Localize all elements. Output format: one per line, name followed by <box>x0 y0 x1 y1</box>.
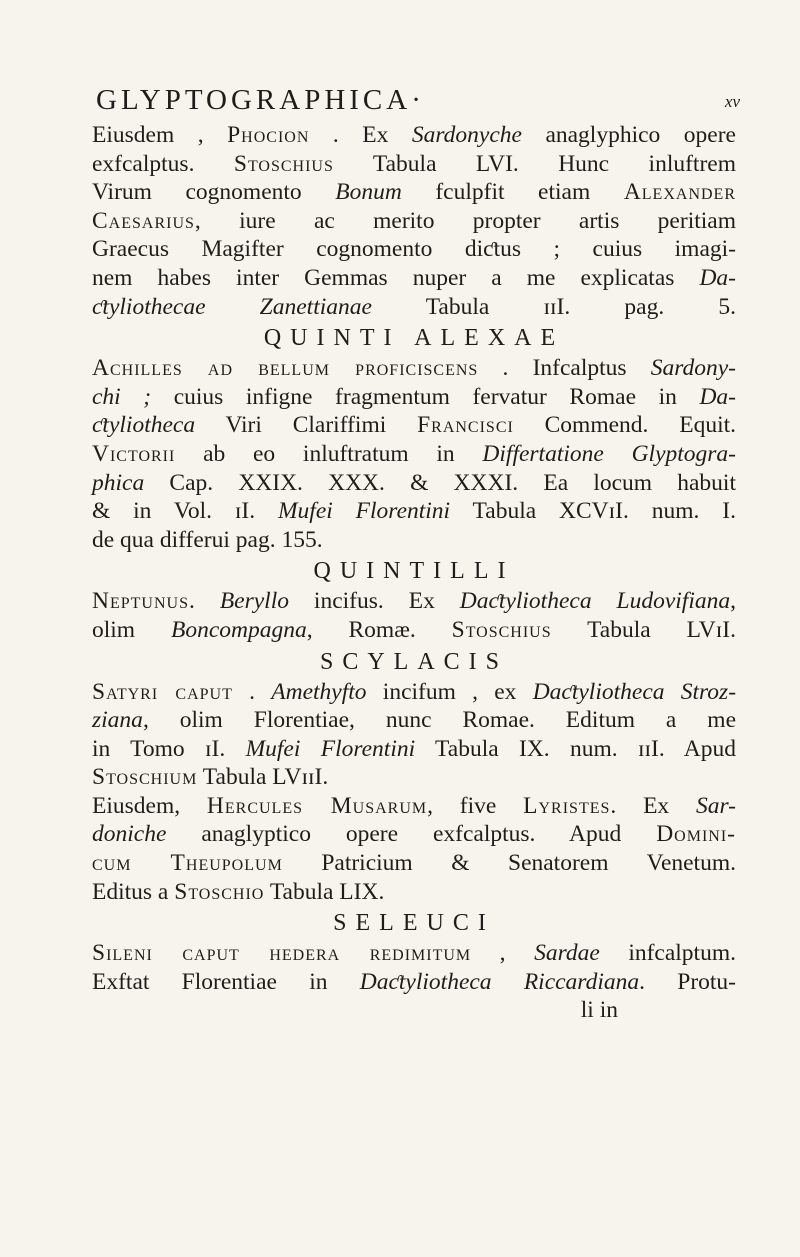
small-caps-run: Stoschium <box>92 764 198 791</box>
text-line <box>92 939 736 968</box>
body-text <box>92 121 736 1025</box>
text-run: . Ex <box>309 122 412 148</box>
small-caps-run: Sileni caput hedera redimitum <box>92 940 472 967</box>
page-number: xv <box>724 92 740 111</box>
text-run: de qua differui pag. 155. <box>92 526 323 553</box>
text-line <box>92 121 736 150</box>
italic-run: Sardonyche <box>411 122 522 148</box>
small-caps-run: cum Theupolum <box>92 850 283 877</box>
text-line <box>92 293 736 322</box>
small-caps-run: Domini- <box>656 821 736 848</box>
text-run: fculpfit etiam <box>401 179 624 206</box>
text-run: Editus a <box>92 878 175 905</box>
text-line <box>92 354 736 383</box>
italic-run: Daƈtyliotheca Stroz- <box>532 678 737 705</box>
small-caps-run: Stoschius <box>233 150 334 177</box>
text-line <box>92 497 736 526</box>
text-line <box>92 878 736 907</box>
small-caps-run: Alexander <box>623 179 736 206</box>
text-run: anaglyptico opere exfcalptus. Apud <box>166 821 657 848</box>
text-run: , iure ac merito propter artis peritiam <box>194 207 736 234</box>
italic-run: chi ; <box>92 383 152 410</box>
small-caps-run: Victorii <box>92 440 176 467</box>
text-run: Graecus Magifter cognomento diƈtus ; cuius imagi- <box>92 236 736 263</box>
text-line <box>92 150 736 179</box>
text-run: . <box>188 588 220 615</box>
text-run: . <box>232 678 272 705</box>
text-run: Patricium & Senatorem Venetum. <box>282 850 736 877</box>
text-line <box>92 616 736 645</box>
text-run: anaglyphico opere <box>521 122 736 148</box>
small-caps-run: Phocion <box>227 122 310 148</box>
text-run: Tabula LVɪI. <box>551 616 736 643</box>
small-caps-run: Hercules Musarum <box>206 792 428 819</box>
text-run: . Infcalptus <box>478 355 651 382</box>
text-line <box>92 678 736 707</box>
text-line <box>92 792 736 821</box>
italic-run: Da- <box>699 264 736 291</box>
small-caps-run: Caesarius <box>92 207 195 234</box>
text-run: infcalptum. <box>599 940 736 967</box>
italic-run: doniche <box>92 821 167 848</box>
section-heading: QUINTILLI <box>313 558 515 585</box>
text-run: . Protu- <box>639 968 737 995</box>
text-line <box>92 735 736 764</box>
section-heading: SCYLACIS <box>319 648 509 675</box>
italic-run: Beryllo <box>219 588 289 615</box>
text-line <box>92 264 736 293</box>
section-heading: SELEUCI <box>333 910 495 937</box>
text-line <box>92 469 736 498</box>
text-run: incifus. Ex <box>288 588 460 615</box>
text-run: Tabula XCVɪI. num. I. <box>450 498 736 525</box>
italic-run: Mufei Florentini <box>277 498 451 525</box>
text-run: li in <box>580 997 618 1024</box>
running-title: GLYPTOGRAPHICA· <box>96 84 425 116</box>
text-line <box>92 526 736 555</box>
italic-run: Sar- <box>695 792 736 819</box>
text-line <box>92 411 736 440</box>
italic-run: Daƈtyliotheca Ludovifiana <box>459 588 731 615</box>
text-run: , <box>471 940 535 967</box>
text-line <box>92 706 736 735</box>
text-run: incifum , ex <box>366 678 533 705</box>
text-run: Commend. Equit. <box>513 412 737 439</box>
text-line <box>92 440 736 469</box>
text-run: Exftat Florentiae in <box>92 968 360 995</box>
text-run: , <box>730 588 736 615</box>
text-line <box>92 820 736 849</box>
italic-run: Differtatione Glyptogra- <box>482 440 736 467</box>
text-run: Tabula IX. num. ɪɪI. Apud <box>415 735 736 762</box>
italic-run: Sardae <box>534 940 600 967</box>
text-run: Tabula LVɪɪI. <box>197 764 329 791</box>
text-run: Viri Clariffimi <box>195 412 418 439</box>
text-run: cuius infigne fragmentum fervatur Romae in <box>151 383 700 410</box>
small-caps-run: Stoschio <box>174 878 265 905</box>
italic-run: ƈtyliotheca <box>92 412 196 439</box>
text-line <box>92 178 736 207</box>
text-run: ab eo inluftratum in <box>175 440 483 467</box>
text-run: Tabula LVI. Hunc inluftrem <box>333 150 736 177</box>
section-heading: QUINTI ALEXAE <box>263 325 565 352</box>
text-run: nem habes inter Gemmas nuper a me explicatas <box>92 264 700 291</box>
small-caps-run: Lyristes <box>523 792 611 819</box>
small-caps-run: Satyri caput <box>92 678 233 705</box>
italic-run: phica <box>92 469 145 496</box>
italic-run: Bonum <box>335 179 402 206</box>
italic-run: Daƈtyliotheca Riccardiana <box>359 968 640 995</box>
text-run: in Tomo ɪI. <box>92 735 246 762</box>
small-caps-run: Francisci <box>417 412 514 439</box>
text-run: Tabula ɪɪI. pag. 5. <box>371 293 736 320</box>
text-line <box>92 207 736 236</box>
text-run: olim <box>92 616 171 643</box>
text-line <box>92 968 736 997</box>
text-run: , olim Florentiae, nunc Romae. Editum a me <box>142 707 736 734</box>
italic-run: ƈtyliothecae Zanettianae <box>92 293 372 320</box>
text-line <box>92 763 736 792</box>
italic-run: Sardony- <box>650 355 736 382</box>
text-line <box>92 383 736 412</box>
small-caps-run: Neptunus <box>92 588 189 615</box>
text-run: , five <box>427 792 524 819</box>
italic-run: Mufei Florentini <box>245 735 416 762</box>
text-run: Virum cognomento <box>92 179 336 206</box>
text-line <box>92 587 736 616</box>
text-run: . Ex <box>610 792 696 819</box>
italic-run: Amethyfto <box>271 678 367 705</box>
text-run: & in Vol. ɪI. <box>92 498 278 525</box>
small-caps-run: Achilles ad bellum proficiscens <box>92 355 479 382</box>
text-line <box>92 235 736 264</box>
italic-run: ziana <box>92 707 143 734</box>
text-run: exfcalptus. <box>92 150 234 177</box>
italic-run: Boncompagna <box>170 616 307 643</box>
text-run: Cap. XXIX. XXX. & XXXI. Ea locum habuit <box>144 469 736 496</box>
text-line <box>92 849 736 878</box>
italic-run: Da- <box>699 383 736 410</box>
text-run: Eiusdem, <box>92 792 207 819</box>
text-run: Tabula LIX. <box>264 878 385 905</box>
text-line <box>92 996 736 1025</box>
small-caps-run: Stoschius <box>451 616 552 643</box>
text-run: , Romæ. <box>306 616 452 643</box>
text-run: Eiusdem , <box>92 122 228 148</box>
